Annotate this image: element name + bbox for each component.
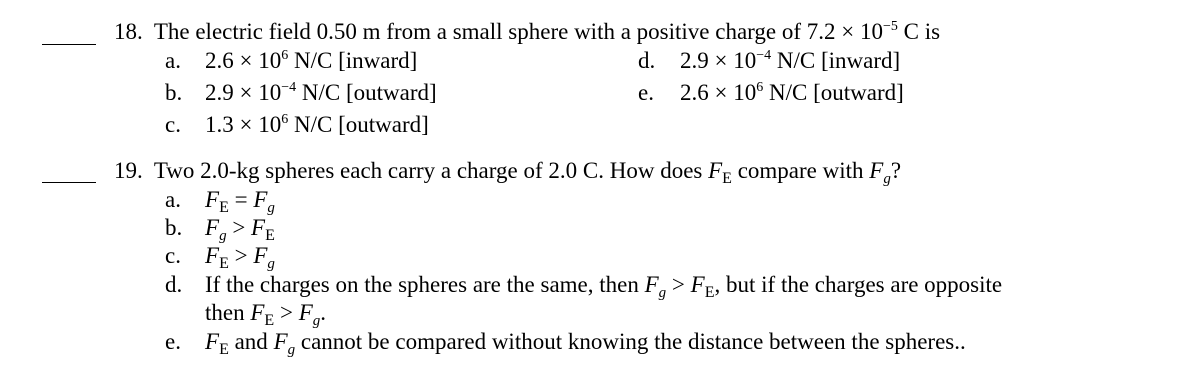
question-19: 19. Two 2.0-kg spheres each carry a charge of 2.0 C. How does $F_E$ compare with $F_g$?	[114, 158, 902, 187]
option-18b: $2.9 \times 10^{-4}$ N/C [outward]	[205, 80, 437, 105]
option-19d-continued: then $F_E > F_g$.	[205, 300, 326, 329]
option-18a: $2.6 \times 10^6$ N/C [inward]	[205, 48, 418, 73]
option-18b-letter: b.	[165, 80, 183, 105]
answer-blank-18[interactable]	[42, 44, 96, 45]
option-19d-letter: d.	[165, 272, 183, 297]
question-number: 19.	[114, 158, 143, 183]
option-18e-letter: e.	[638, 80, 654, 105]
option-19b: $F_g > F_E$	[205, 215, 275, 244]
option-18e: $2.6 \times 10^6$ N/C [outward]	[680, 80, 904, 105]
option-18a-letter: a.	[165, 48, 181, 73]
option-19e: $F_E$ and $F_g$ cannot be compared without knowing the distance between the spheres..	[205, 329, 966, 358]
option-19b-letter: b.	[165, 215, 183, 240]
option-19a: $F_E = F_g$	[205, 187, 275, 216]
question-stem-end: C is	[897, 19, 941, 44]
question-18	[114, 18, 940, 46]
option-19d: If the charges on the spheres are the same, then $F_g > F_E$, but if the charges are opposite	[205, 272, 1003, 301]
option-19c-letter: c.	[165, 243, 181, 268]
exponent: −5	[883, 19, 898, 34]
option-18c-letter: c.	[165, 112, 181, 137]
option-18c: $1.3 \times 10^6$ N/C [outward]	[205, 112, 429, 137]
option-18d: $2.9 \times 10^{-4}$ N/C [inward]	[680, 48, 901, 73]
option-19a-letter: a.	[165, 187, 181, 212]
question-stem: The electric field 0.50 m from a small sphere with a positive charge of 7.2 × 10	[153, 19, 884, 44]
option-18d-letter: d.	[638, 48, 656, 73]
answer-blank-19[interactable]	[42, 182, 96, 183]
option-19c: $F_E > F_g$	[205, 243, 275, 272]
question-number: 18.	[114, 19, 143, 44]
option-19e-letter: e.	[165, 329, 181, 354]
